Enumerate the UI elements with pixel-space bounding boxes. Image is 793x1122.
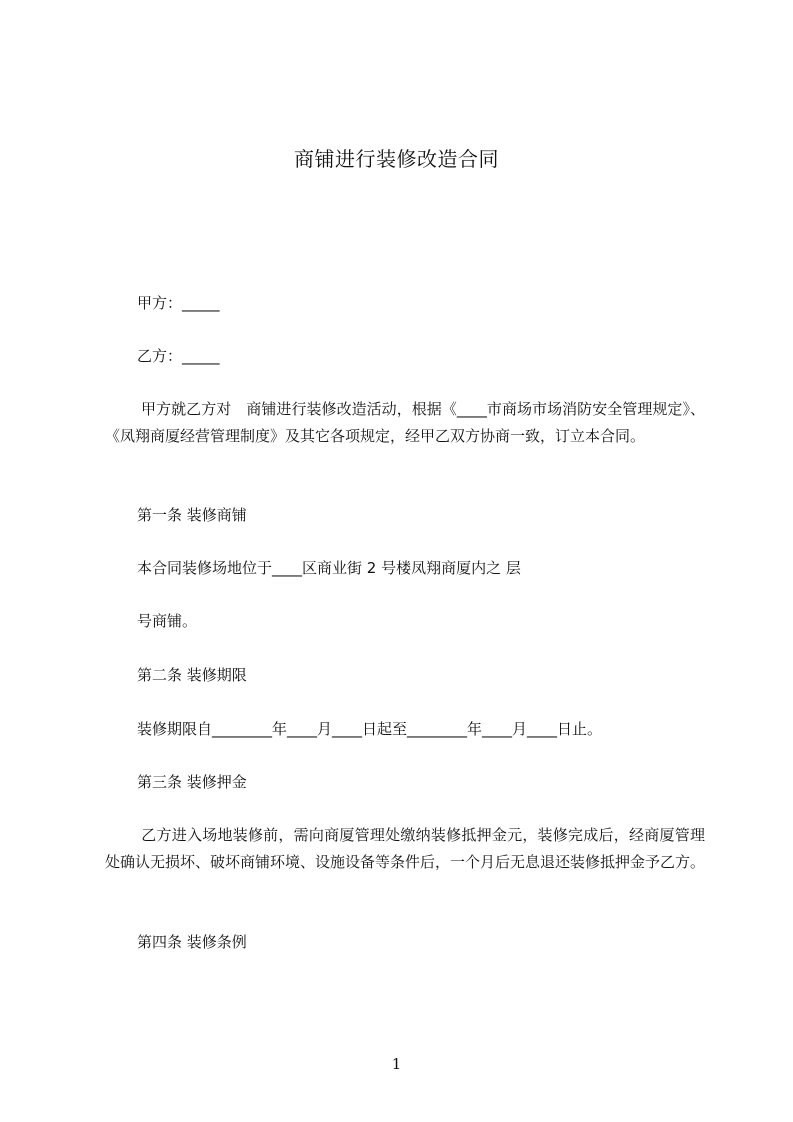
article-2-heading: 第二条 装修期限 (137, 666, 247, 684)
party-b-line: 乙方：_____ (137, 347, 220, 365)
intro-paragraph (105, 396, 705, 450)
article-1-line-1: 本合同装修场地位于____区商业街 2 号楼凤翔商厦内之 层 (137, 559, 521, 577)
party-a-line: 甲方：_____ (137, 294, 220, 312)
article-3-text: 乙方进入场地装修前，需向商厦管理处缴纳装修抵押金元，装修完成后，经商厦管理处确认无损坏、破坏商铺环境、设施设备等条件后，一个月后无息退还装修抵押金予乙方。 (105, 826, 706, 871)
article-4-heading: 第四条 装修条例 (137, 933, 247, 951)
article-2-text: 装修期限自________年____月____日起至________年____月____日止。 (137, 720, 603, 738)
article-3-heading: 第三条 装修押金 (137, 773, 247, 791)
intro-text: 甲方就乙方对 商铺进行装修改造活动，根据《____市商场市场消防安全管理规定》、《凤翔商厦经营管理制度》及其它各项规定，经甲乙双方协商一致，订立本合同。 (105, 400, 705, 445)
article-1-line-2: 号商铺。 (137, 612, 198, 630)
article-3-paragraph (105, 822, 705, 876)
article-1-heading: 第一条 装修商铺 (137, 506, 247, 524)
page-number: 1 (391, 1055, 402, 1073)
document-title: 商铺进行装修改造合同 (294, 147, 499, 171)
